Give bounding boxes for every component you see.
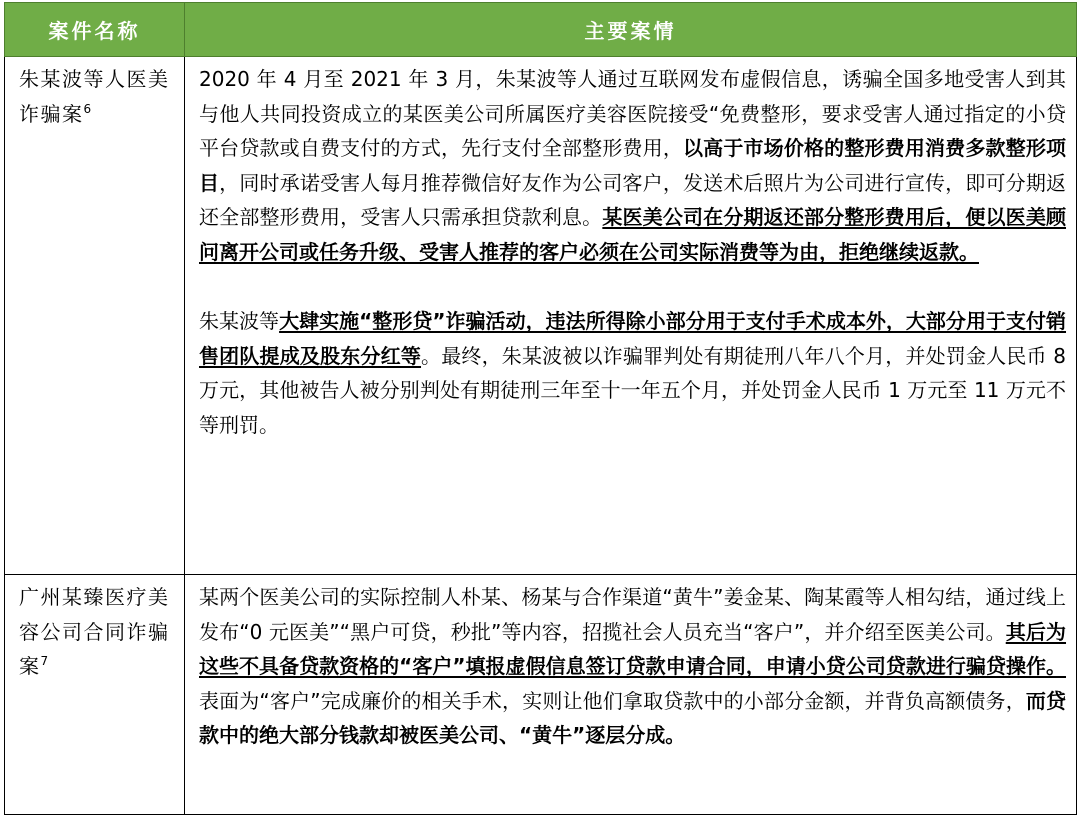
case-table (4, 2, 1077, 815)
plain-text: 2020 年 4 月至 2021 年 3 月，朱某波等人通过互联网发布虚假信息，诱骗全国多地受害人到其与他人共同投资成立的某医美公司所属医疗美容医院接受“免费整形，要求受害人通过指定的小贷平台贷款或自费支付的方式，先行支付全部整形费用， (199, 67, 1066, 161)
footnote-ref[interactable]: 7 (40, 654, 50, 669)
bold-underlined-text: 某医美公司在分期返还部分整形费用后，便以医美顾问离开公司或任务升级、受害人推荐的客户必须在公司实际消费等为由，拒绝继续返款。 (199, 205, 1067, 264)
plain-text: 朱某波等 (199, 309, 280, 334)
table-row (5, 575, 1077, 815)
case-paragraph (199, 580, 1066, 753)
plain-text: 。最终，朱某波被以诈骗罪判处有期徒刑八年八个月，并处罚金人民币 8 万元，其他被告人被分别判处有期徒刑三年至十一年五个月，并处罚金人民币 1 万元至 11 万元不等刑罚。 (199, 343, 1066, 437)
header-case-detail: 主要案情 (185, 3, 1077, 57)
bold-underlined-text: 其后为这些不具备贷款资格的“客户”填报虚假信息签订贷款申请合同，申请小贷公司贷款进行骗贷操作。 (199, 619, 1067, 679)
paragraph-gap (199, 270, 1066, 305)
case-paragraph (199, 62, 1066, 270)
case-name-cell (5, 575, 185, 815)
plain-text: 某两个医美公司的实际控制人朴某、杨某与合作渠道“黄牛”姜金某、陶某霞等人相勾结，通过线上发布“0 元医美”“黑户可贷，秒批”等内容，招揽社会人员充当“客户”，并介绍至医美公司。 (199, 585, 1066, 644)
bold-underlined-text: 大肆实施“整形贷”诈骗活动，违法所得除小部分用于支付手术成本外，大部分用于支付销售团队提成及股东分红等 (199, 309, 1067, 368)
case-detail-cell (185, 575, 1077, 815)
table-row (5, 57, 1077, 575)
case-name-cell (5, 57, 185, 575)
bold-text: 而贷款中的绝大部分钱款却被医美公司、“黄牛”逐层分成。 (199, 688, 1066, 748)
table-header-row (5, 3, 1077, 57)
case-name: 广州某臻医疗美容公司合同诈骗案 (19, 585, 170, 679)
footnote-ref[interactable]: 6 (83, 101, 93, 116)
plain-text: 表面为“客户”完成廉价的相关手术，实则让他们拿取贷款中的小部分金额，并背负高额债务， (199, 688, 1026, 713)
header-case-name: 案件名称 (5, 3, 185, 57)
case-paragraph (199, 304, 1066, 442)
case-name: 朱某波等人医美诈骗案 (19, 67, 170, 126)
bold-text: 以高于市场价格的整形费用消费多款整形项目 (199, 136, 1066, 195)
case-detail-cell (185, 57, 1077, 575)
plain-text: ，同时承诺受害人每月推荐微信好友作为公司客户，发送术后照片为公司进行宣传，即可分期返还全部整形费用，受害人只需承担贷款利息。 (199, 170, 1067, 230)
